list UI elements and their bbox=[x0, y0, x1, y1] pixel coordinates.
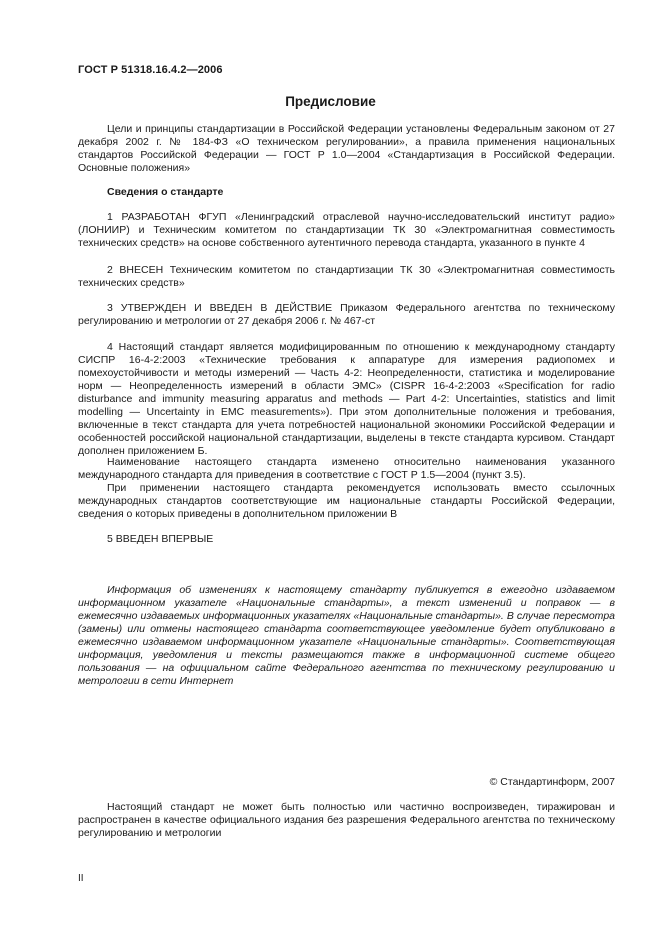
page-number: II bbox=[78, 873, 84, 884]
section-heading: Сведения о стандарте bbox=[107, 186, 224, 198]
info-notice: Информация об изменениях к настоящему стандарту публикуется в ежегодно издаваемом информационном указателе «Национальные стандарты», а текст изменений и поправок — в ежемесячно издаваемых информационных указателях «Национальные стандарты». В случае пересмотра (замены) или отмены настоящего стандарта соответствующее уведомление будет опубликовано в ежемесячно издаваемом информационном указателе «Национальные стандарты». Соответствующая информация, уведомления и тексты размещаются также в информационной системе общего пользования — на официальном сайте Федерального агентства по техническому регулированию и метрологии в сети Интернет bbox=[78, 584, 615, 687]
item-4-name-change: Наименование настоящего стандарта изменено относительно наименования указанного международного стандарта для приведения в соответствие с ГОСТ Р 1.5—2004 (пункт 3.5). bbox=[78, 456, 615, 481]
item-2: 2 ВНЕСЕН Техническим комитетом по стандартизации ТК 30 «Электромагнитная совместимость технических средств» bbox=[78, 264, 615, 289]
item-5: 5 ВВЕДЕН ВПЕРВЫЕ bbox=[107, 533, 214, 545]
copyright: © Стандартинформ, 2007 bbox=[489, 776, 615, 788]
rights-notice: Настоящий стандарт не может быть полностью или частично воспроизведен, тиражирован и распространен в качестве официального издания без разрешения Федерального агентства по техническому регулированию и метрологии bbox=[78, 801, 615, 839]
document-code: ГОСТ Р 51318.16.4.2—2006 bbox=[78, 64, 223, 76]
intro-paragraph: Цели и принципы стандартизации в Российской Федерации установлены Федеральным законом от 27 декабря 2002 г. № 184-ФЗ «О техническом регулировании», а правила применения национальных стандартов Российской Федерации — ГОСТ Р 1.0—2004 «Стандартизация в Российской Федерации. Основные положения» bbox=[78, 123, 615, 174]
item-4: 4 Настоящий стандарт является модифицированным по отношению к международному стандарту СИСПР 16-4-2:2003 «Технические требования к аппаратуре для измерения радиопомех и помехоустойчивости и методы измерений — Часть 4-2: Неопределенности, статистика и моделирование норм — Неопределенность измерений в области ЭМС» (CISPR 16-4-2:2003 «Specification for radio disturbance and immunity measuring apparatus and methods — Part 4-2: Uncertainties, statistics and limit modelling — Uncertainty in EMC measurements»). При этом дополнительные положения и требования, включенные в текст стандарта для учета потребностей национальной экономики Российской Федерации и особенностей российской национальной стандартизации, выделены в тексте стандарта курсивом. Стандарт дополнен приложением Б. bbox=[78, 341, 615, 457]
item-4-references: При применении настоящего стандарта рекомендуется использовать вместо ссылочных международных стандартов соответствующие им национальные стандарты Российской Федерации, сведения о которых приведены в дополнительном приложении В bbox=[78, 482, 615, 520]
item-1: 1 РАЗРАБОТАН ФГУП «Ленинградский отраслевой научно-исследовательский институт радио» (ЛОНИИР) и Техническим комитетом по стандартизации ТК 30 «Электромагнитная совместимость технических средств» на основе собственного аутентичного перевода стандарта, указанного в пункте 4 bbox=[78, 211, 615, 249]
page-title: Предисловие bbox=[285, 94, 376, 109]
item-3: 3 УТВЕРЖДЕН И ВВЕДЕН В ДЕЙСТВИЕ Приказом Федерального агентства по техническому регулированию и метрологии от 27 декабря 2006 г. № 467-ст bbox=[78, 302, 615, 327]
